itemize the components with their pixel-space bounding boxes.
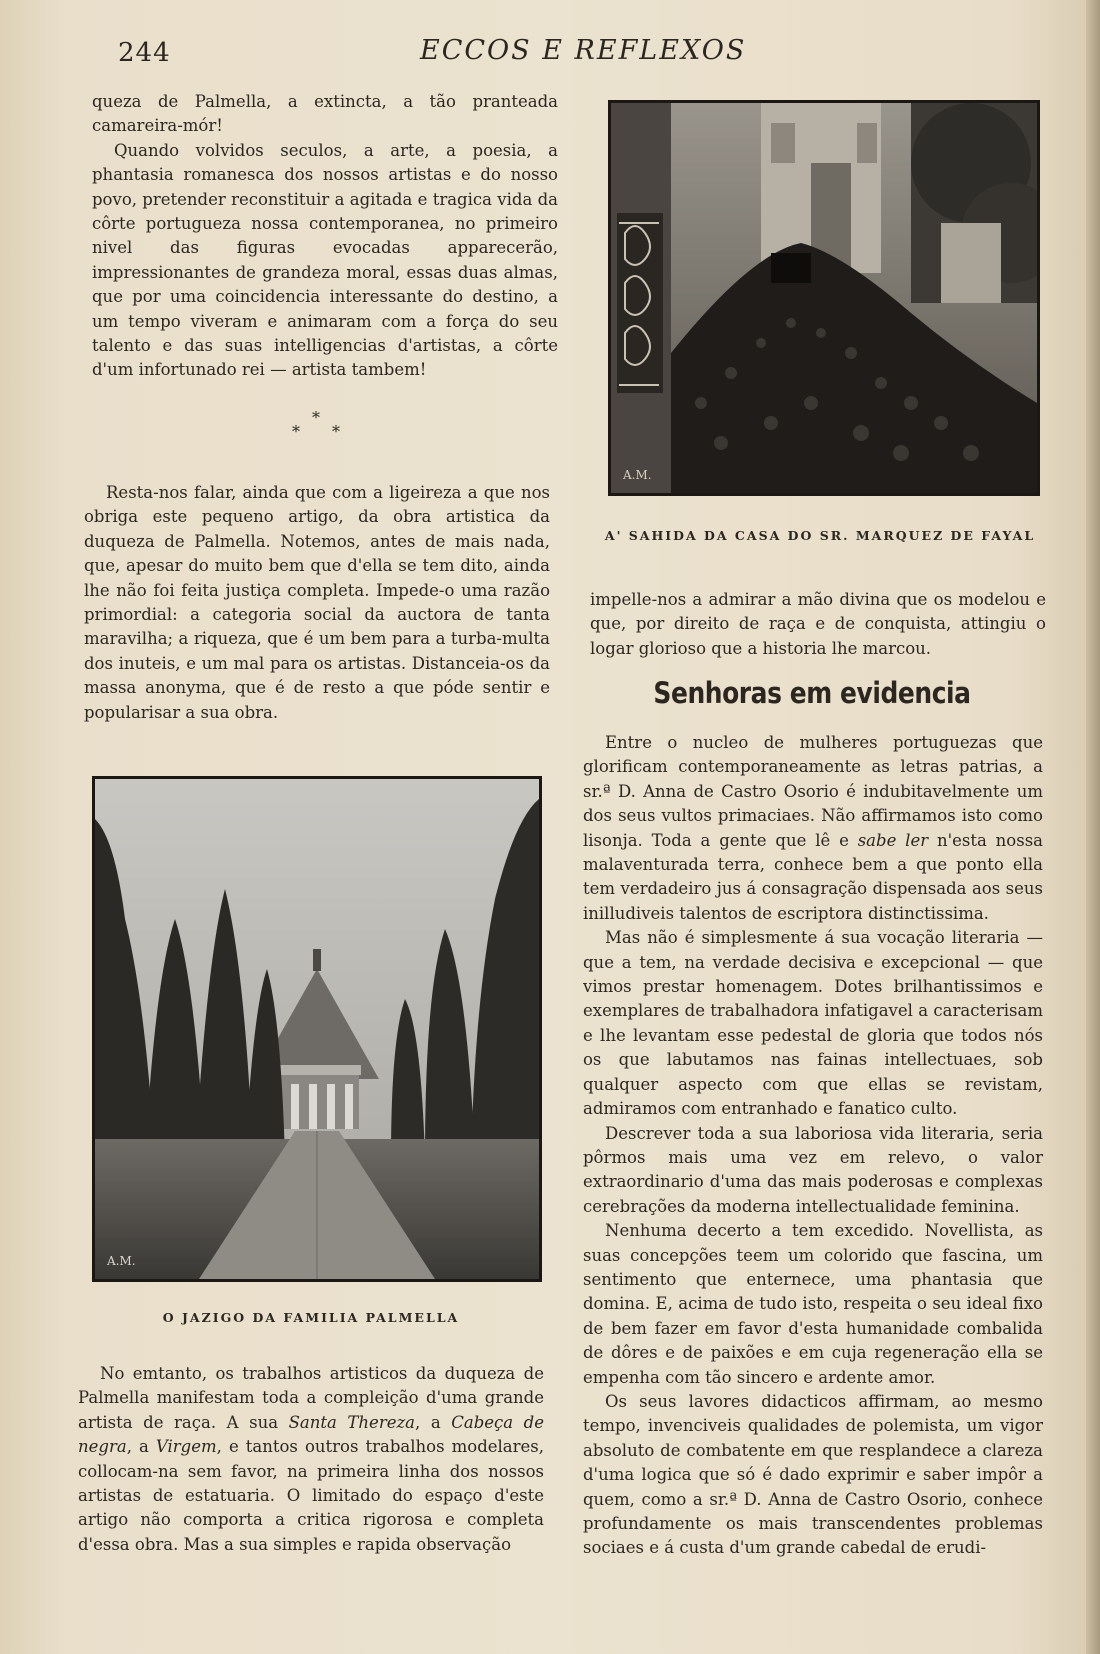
photo-tomb bbox=[92, 776, 542, 1282]
paragraph: Mas não é simplesmente á sua vocação literaria — que a tem, na verdade decisiva e excepcional — que vimos prestar homenagem. Dotes brilhantissimos e exemplares de trabalhadora infatigavel a caracterisam e lhe levantam esse pedestal de gloria que todos nós os que labutamos nas fainas intellectuaes, sob qualquer aspecto com que ellas se revistam, admiramos com entranhado e fanatico culto. bbox=[583, 928, 1043, 1119]
paragraph: Descrever toda a sua laboriosa vida literaria, seria pôrmos mais uma vez em relevo, o valor extraordinario d'uma das mais poderosas e complexas cerebrações da moderna intellectualidade feminina. bbox=[583, 1123, 1043, 1216]
paragraph: queza de Palmella, a extincta, a tão pranteada camareira-mór! bbox=[92, 92, 558, 136]
paragraph: Quando volvidos seculos, a arte, a poesia, a phantasia romanesca dos nossos artistas e do nosso povo, pretender reconstituir a agitada e tragica vida da côrte portugueza nossa contemporanea, no primeiro nivel das figuras evocadas apparecerão, impressionantes de grandeza moral, essas duas almas, que por uma coincidencia interessante do destino, a um tempo viveram e animaram com a força do seu talento e das suas intelligencias d'artistas, a côrte d'um infortunado rei — artista tambem! bbox=[92, 140, 558, 380]
photo-signature: A.M. bbox=[107, 1254, 136, 1268]
procession-illustration bbox=[611, 103, 1037, 493]
running-header-title: ECCOS E REFLEXOS bbox=[420, 35, 747, 66]
paragraph: impelle-nos a admirar a mão divina que os modelou e que, por direito de raça e de conquista, attingiu o logar glorioso que a historia lhe marcou. bbox=[590, 590, 1046, 658]
paragraph: Entre o nucleo de mulheres portuguezas que glorificam contemporaneamente as letras patrias, a sr.ª D. Anna de Castro Osorio é indubitavelmente um dos seus vultos primaciaes. Não affirmamos isto como lisonja. Toda a gente que lê e sabe ler n'esta nossa malaventurada terra, conhece bem a que ponto ella tem verdadeiro jus á consagração dispensada aos seus inilludiveis talentos de escriptora distinctissima. bbox=[583, 733, 1043, 923]
paragraph: No emtanto, os trabalhos artisticos da duqueza de Palmella manifestam toda a compleição d'uma grande artista de raça. A sua Santa Thereza, a Cabeça de negra, a Virgem, e tantos outros trabalhos modelares, collocam-na sem favor, na primeira linha dos nossos artistas de estatuaria. O limitado do espaço d'este artigo não comporta a critica rigorosa e completa d'essa obra. Mas a sua simples e rapida observação bbox=[78, 1364, 544, 1554]
right-column-continued-text bbox=[590, 588, 1046, 661]
paragraph: Os seus lavores didacticos affirmam, ao mesmo tempo, invenciveis qualidades de polemista, um vigor absoluto de combatente em que resplandece a clareza d'uma logica que só é dado exprimir e saber impôr a quem, como a sr.ª D. Anna de Castro Osorio, conhece profundamente os mais transcendentes problemas sociaes e á custa d'um grande cabedal de erudi- bbox=[583, 1391, 1043, 1558]
left-column-bottom-text bbox=[78, 1362, 544, 1557]
photo-signature: A.M. bbox=[623, 468, 652, 482]
left-column-middle-text bbox=[84, 481, 550, 725]
tomb-illustration bbox=[95, 779, 539, 1279]
right-column-article-text bbox=[583, 731, 1043, 1561]
section-separator bbox=[290, 408, 350, 448]
photo-caption: A' SAHIDA DA CASA DO SR. MARQUEZ DE FAYAL bbox=[604, 528, 1036, 543]
page-edge-shadow bbox=[1086, 0, 1100, 1654]
page-number: 244 bbox=[118, 38, 171, 68]
photo-procession bbox=[608, 100, 1040, 496]
section-heading: Senhoras em evidencia bbox=[653, 676, 971, 710]
photo-caption: O JAZIGO DA FAMILIA PALMELLA bbox=[162, 1310, 460, 1325]
separator-star: * bbox=[292, 422, 300, 441]
separator-star: * bbox=[332, 422, 340, 441]
paragraph: Resta-nos falar, ainda que com a ligeireza a que nos obriga este pequeno artigo, da obra artistica da duqueza de Palmella. Notemos, antes de mais nada, que, apesar do muito bem que d'ella se tem dito, ainda lhe não foi feita justiça completa. Impede-o uma razão primordial: a categoria social da auctora de tanta maravilha; a riqueza, que é um bem para a turba-multa dos inuteis, e um mal para os artistas. Distanceia-os da massa anonyma, que é de resto a que póde sentir e popularisar a sua obra. bbox=[84, 483, 550, 722]
paragraph: Nenhuma decerto a tem excedido. Novellista, as suas concepções teem um colorido que fascina, um sentimento que enternece, uma phantasia que domina. E, acima de tudo isto, respeita o seu ideal fixo de bem fazer em favor d'esta humanidade combalida de dôres e de paixões e em cuja regeneração ella se empenha com tão sincero e ardente amor. bbox=[583, 1221, 1043, 1387]
left-column-top-text bbox=[92, 90, 558, 383]
separator-star: * bbox=[312, 408, 320, 427]
